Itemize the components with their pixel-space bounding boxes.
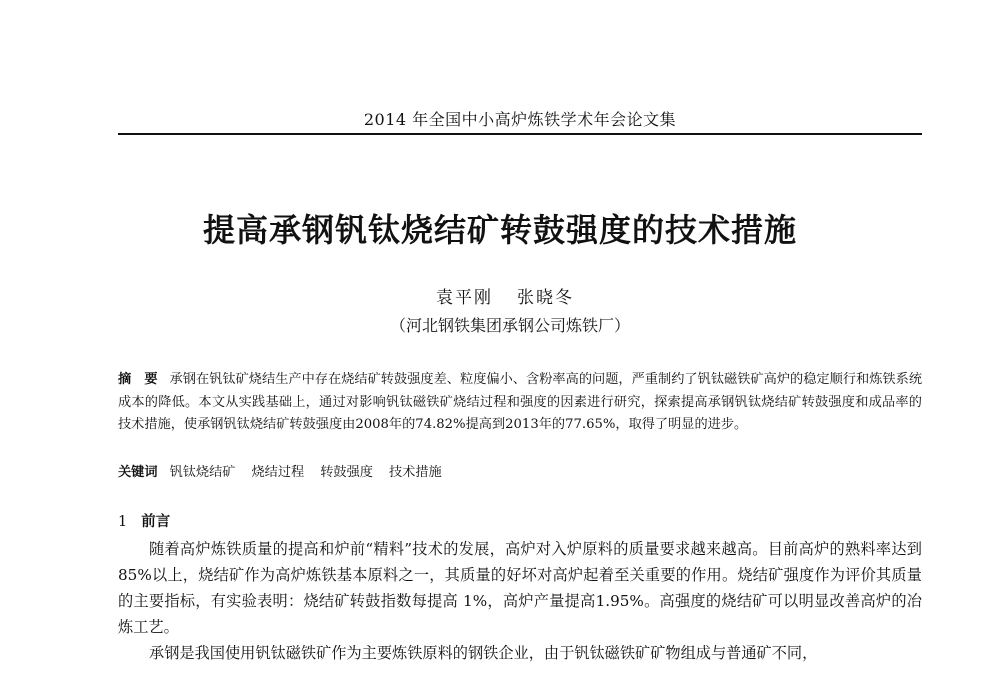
keyword: 烧结过程 bbox=[251, 465, 305, 480]
running-header: 2014 年全国中小高炉炼铁学术年会论文集 bbox=[363, 110, 677, 129]
section-number: 1 bbox=[118, 514, 128, 530]
paper-title: 提高承钢钒钛烧结矿转鼓强度的技术措施 bbox=[202, 211, 797, 249]
author-name: 袁平刚 bbox=[436, 288, 493, 308]
keyword: 钒钛烧结矿 bbox=[169, 465, 236, 480]
abstract bbox=[118, 369, 922, 437]
paragraph: 随着高炉炼铁质量的提高和炉前“精料”技术的发展，高炉对入炉原料的质量要求越来越高。目前高炉的熟料率达到 85%以上，烧结矿作为高炉炼铁基本原料之一，其质量的好坏对高炉起着至关重要的作用。烧结矿强度作为评价其质量的主要指标，有实验表明：烧结矿转鼓指数每提高 1%，高炉产量提高1.95%。高强度的烧结矿可以明显改善高炉的冶炼工艺。 bbox=[118, 540, 922, 636]
section-heading bbox=[118, 511, 518, 533]
body-text bbox=[118, 536, 922, 666]
header-rule bbox=[118, 133, 922, 135]
keywords-label: 关键词 bbox=[118, 465, 158, 480]
keyword: 技术措施 bbox=[389, 465, 442, 480]
paragraph: 承钢是我国使用钒钛磁铁矿作为主要炼铁原料的钢铁企业，由于钒钛磁铁矿矿物组成与普通矿不同， bbox=[149, 644, 818, 662]
author-list bbox=[120, 283, 890, 308]
abstract-text: 承钢在钒钛矿烧结生产中存在烧结矿转鼓强度差、粒度偏小、含粉率高的问题，严重制约了钒钛磁铁矿高炉的稳定顺行和炼铁系统成本的降低。本文从实践基础上，通过对影响钒钛磁铁矿烧结过程和强度的因素进行研究，探索提高承钢钒钛烧结矿转鼓强度和成品率的技术措施，使承钢钒钛烧结矿转鼓强度由2008年的74.82%提高到2013年的77.65%，取得了明显的进步。 bbox=[118, 372, 923, 432]
affiliation: （河北钢铁集团承钢公司炼铁厂） bbox=[389, 316, 630, 335]
keyword: 转鼓强度 bbox=[320, 465, 373, 480]
abstract-label: 摘 要 bbox=[118, 372, 158, 387]
keywords bbox=[118, 462, 922, 484]
section-title: 前言 bbox=[141, 513, 171, 530]
author-name: 张晓冬 bbox=[517, 288, 574, 308]
